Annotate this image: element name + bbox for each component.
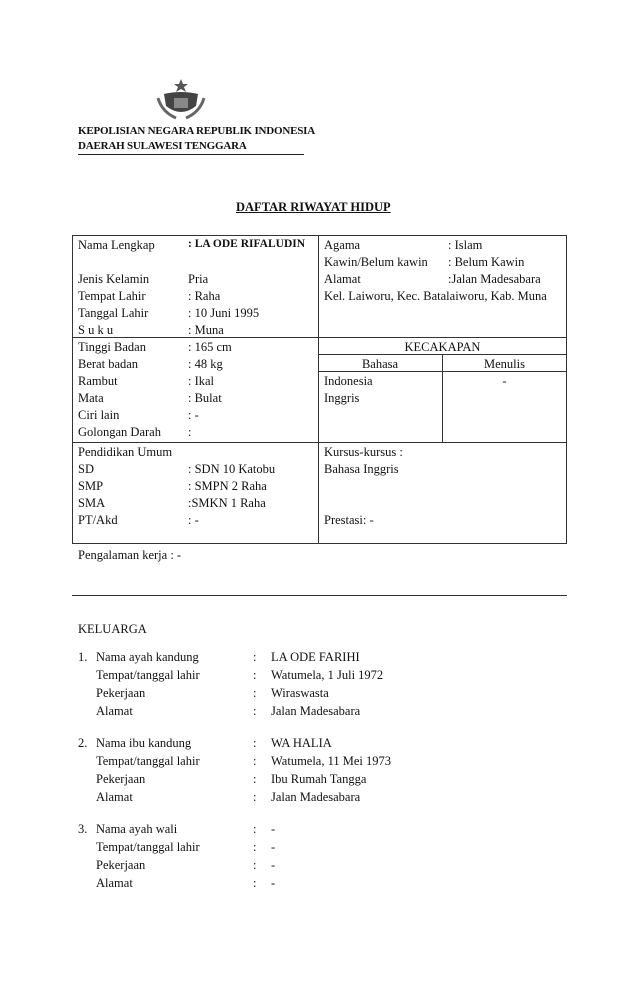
family-row-label: Nama ayah kandung — [96, 650, 199, 664]
family-row-label: Alamat — [96, 790, 133, 804]
family-row-label: Alamat — [96, 876, 133, 890]
label-alamat: Alamat — [324, 272, 361, 286]
family-group-number: 1. — [78, 650, 88, 664]
value-jenis-kelamin: Pria — [188, 272, 209, 286]
skills-language-1: Indonesia — [324, 374, 373, 388]
header-line-2: DAERAH SULAWESI TENGGARA — [78, 140, 247, 152]
table-divider-middle — [318, 235, 319, 543]
table-border-row4 — [72, 543, 567, 544]
family-row-colon: : — [253, 754, 257, 768]
value-alamat: :Jalan Madesabara — [448, 272, 541, 286]
label-golongan-darah: Golongan Darah — [78, 425, 161, 439]
family-row-colon: : — [253, 668, 257, 682]
family-row-value: - — [271, 840, 276, 854]
edu-value-sma: :SMKN 1 Raha — [188, 496, 266, 510]
family-row-label: Tempat/tanggal lahir — [96, 754, 200, 768]
label-agama: Agama — [324, 238, 361, 252]
value-rambut: : Ikal — [188, 374, 215, 388]
value-alamat-detail: Kel. Laiworu, Kec. Batalaiworu, Kab. Muna — [324, 289, 547, 303]
label-kawin: Kawin/Belum kawin — [324, 255, 428, 269]
family-row-colon: : — [253, 858, 257, 872]
family-row-value: Wiraswasta — [271, 686, 329, 700]
family-row-value: - — [271, 858, 276, 872]
value-ciri: : - — [188, 408, 199, 422]
value-nama: : LA ODE RIFALUDIN — [188, 238, 306, 250]
value-tanggal-lahir: : 10 Juni 1995 — [188, 306, 260, 320]
family-row-value: Watumela, 1 Juli 1972 — [271, 668, 384, 682]
table-border-row2 — [72, 337, 567, 338]
header-underline — [78, 154, 304, 155]
skills-col-menulis: Menulis — [484, 357, 525, 371]
label-nama: Nama Lengkap — [78, 238, 155, 252]
page-title: DAFTAR RIWAYAT HIDUP — [236, 200, 391, 214]
value-mata: : Bulat — [188, 391, 222, 405]
value-kawin: : Belum Kawin — [448, 255, 525, 269]
family-row-value: WA HALIA — [271, 736, 332, 750]
value-tinggi: : 165 cm — [188, 340, 232, 354]
edu-label-pt: PT/Akd — [78, 513, 118, 527]
label-jenis-kelamin: Jenis Kelamin — [78, 272, 150, 286]
value-agama: : Islam — [448, 238, 483, 252]
table-border-row3 — [72, 442, 567, 443]
family-group-number: 3. — [78, 822, 88, 836]
family-row-label: Tempat/tanggal lahir — [96, 840, 200, 854]
family-row-value: - — [271, 876, 276, 890]
family-row-colon: : — [253, 736, 257, 750]
family-row-colon: : — [253, 704, 257, 718]
education-title: Pendidikan Umum — [78, 445, 173, 459]
label-mata: Mata — [78, 391, 104, 405]
family-row-value: Watumela, 11 Mei 1973 — [271, 754, 392, 768]
value-tempat-lahir: : Raha — [188, 289, 221, 303]
table-border-right — [566, 235, 567, 543]
family-row-value: - — [271, 822, 276, 836]
skills-title: KECAKAPAN — [404, 340, 481, 354]
family-title: KELUARGA — [78, 622, 147, 636]
family-row-label: Pekerjaan — [96, 858, 146, 872]
skills-writing-value: - — [502, 374, 507, 388]
skills-language-2: Inggris — [324, 391, 360, 405]
edu-value-smp: : SMPN 2 Raha — [188, 479, 267, 493]
value-berat: : 48 kg — [188, 357, 223, 371]
family-row-value: Ibu Rumah Tangga — [271, 772, 367, 786]
family-row-value: Jalan Madesabara — [271, 790, 361, 804]
edu-label-sma: SMA — [78, 496, 106, 510]
edu-label-sd: SD — [78, 462, 94, 476]
family-row-label: Alamat — [96, 704, 133, 718]
label-rambut: Rambut — [78, 374, 118, 388]
family-row-label: Tempat/tanggal lahir — [96, 668, 200, 682]
family-row-label: Pekerjaan — [96, 686, 146, 700]
header-line-1: KEPOLISIAN NEGARA REPUBLIK INDONESIA — [78, 125, 315, 137]
label-tinggi: Tinggi Badan — [78, 340, 146, 354]
family-row-value: LA ODE FARIHI — [271, 650, 360, 664]
family-row-colon: : — [253, 772, 257, 786]
family-group-number: 2. — [78, 736, 88, 750]
family-row-colon: : — [253, 822, 257, 836]
label-tempat-lahir: Tempat Lahir — [78, 289, 146, 303]
label-berat: Berat badan — [78, 357, 139, 371]
family-row-label: Nama ayah wali — [96, 822, 178, 836]
family-row-label: Pekerjaan — [96, 772, 146, 786]
value-golongan-darah: : — [188, 425, 192, 439]
family-row-colon: : — [253, 650, 257, 664]
edu-label-smp: SMP — [78, 479, 104, 493]
experience: Pengalaman kerja : - — [78, 548, 182, 562]
table-border-left — [72, 235, 73, 543]
prestasi: Prestasi: - — [324, 513, 374, 527]
edu-value-sd: : SDN 10 Katobu — [188, 462, 276, 476]
family-row-colon: : — [253, 876, 257, 890]
police-emblem-icon — [156, 78, 206, 122]
table-border-top — [72, 235, 567, 236]
family-row-colon: : — [253, 686, 257, 700]
courses-item: Bahasa Inggris — [324, 462, 399, 476]
courses-title: Kursus-kursus : — [324, 445, 403, 459]
skills-col-bahasa: Bahasa — [361, 357, 399, 371]
table-border-row5 — [72, 595, 567, 596]
label-tanggal-lahir: Tanggal Lahir — [78, 306, 149, 320]
edu-value-pt: : - — [188, 513, 199, 527]
value-suku: : Muna — [188, 323, 224, 337]
family-row-colon: : — [253, 840, 257, 854]
family-row-colon: : — [253, 790, 257, 804]
label-ciri: Ciri lain — [78, 408, 120, 422]
family-row-value: Jalan Madesabara — [271, 704, 361, 718]
family-row-label: Nama ibu kandung — [96, 736, 192, 750]
label-suku: S u k u — [78, 323, 114, 337]
